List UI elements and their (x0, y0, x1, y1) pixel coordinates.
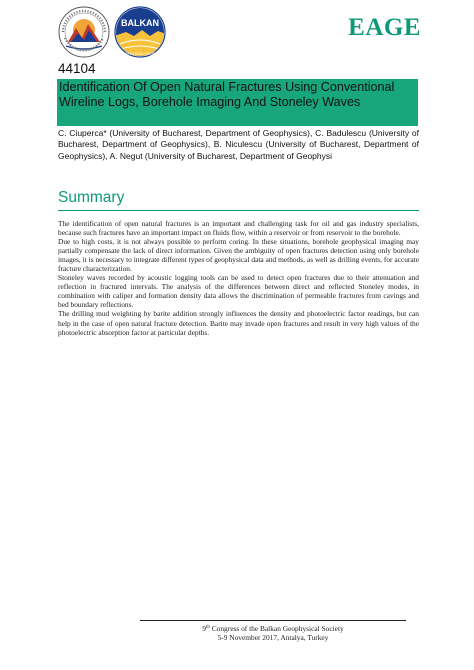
footer-date-location: 5-9 November 2017, Antalya, Turkey (217, 633, 329, 642)
society-seal-logo (58, 6, 110, 58)
summary-heading: Summary (58, 189, 125, 206)
footer-ordinal-suffix: th (205, 625, 210, 630)
balkan-logo-text: BALKAN (121, 18, 159, 28)
balkan-logo-subtitle: GEOPHYSICAL SOCIETY (121, 52, 159, 56)
summary-paragraph: Due to high costs, it is not always possible to perform coring. In these situations, borehole geophysical imaging may partially compensate the lack of direct information. Given the ambiguity of open fractures detection using only borehole images, it is necessary to integrate different types of geophysical data and methods, as well as drilling events, for accurate fracture characterization. (58, 237, 419, 274)
summary-paragraph: Stoneley waves recorded by acoustic logging tools can be used to detect open fractures due to their attenuation and reflection in fractured intervals. The analysis of the differences between direct and reflected Stoneley modes, in combination with caliper and formation density data allows the discrimination of permeable fractures from cavings and bed boundary reflections. (58, 273, 419, 310)
footer-congress-name: Congress of the Balkan Geophysical Society (209, 624, 344, 633)
page-footer (140, 623, 406, 642)
paper-title: Identification Of Open Natural Fractures Using Conventional Wireline Logs, Borehole Imaging And Stoneley Waves (59, 80, 395, 110)
society-seal-icon (58, 6, 110, 58)
summary-divider (58, 210, 419, 211)
summary-paragraph: The drilling mud weighting by barite addition strongly influences the density and photoelectric factor readings, but can help in the case of open natural fracture detection. Barite may invade open fractures and result in very high values of the photoelectric absorption factor at particular depths. (58, 309, 419, 337)
footer-congress-line (140, 623, 406, 633)
paper-id: 44104 (58, 61, 96, 76)
balkan-society-logo (114, 6, 166, 58)
footer-divider (140, 620, 406, 621)
balkan-globe-icon (114, 6, 166, 58)
footer-ordinal: 9 (202, 624, 206, 633)
summary-body (58, 219, 419, 337)
author-list: C. Ciuperca* (University of Bucharest, Department of Geophysics), C. Badulescu (University of Bucharest, Department of Geophysics), B. Niculescu (University of Bucharest, Department of Geophysics), A. Negut (University of Bucharest, Department of Geophysi (58, 128, 419, 161)
eage-brand-logo: EAGE (348, 14, 421, 41)
summary-paragraph: The identification of open natural fractures is an important and challenging task for oil and gas industry specialists, because such fractures have an important impact on fluids flow, within a reservoir or from reservoir to the borehole. (58, 219, 419, 238)
